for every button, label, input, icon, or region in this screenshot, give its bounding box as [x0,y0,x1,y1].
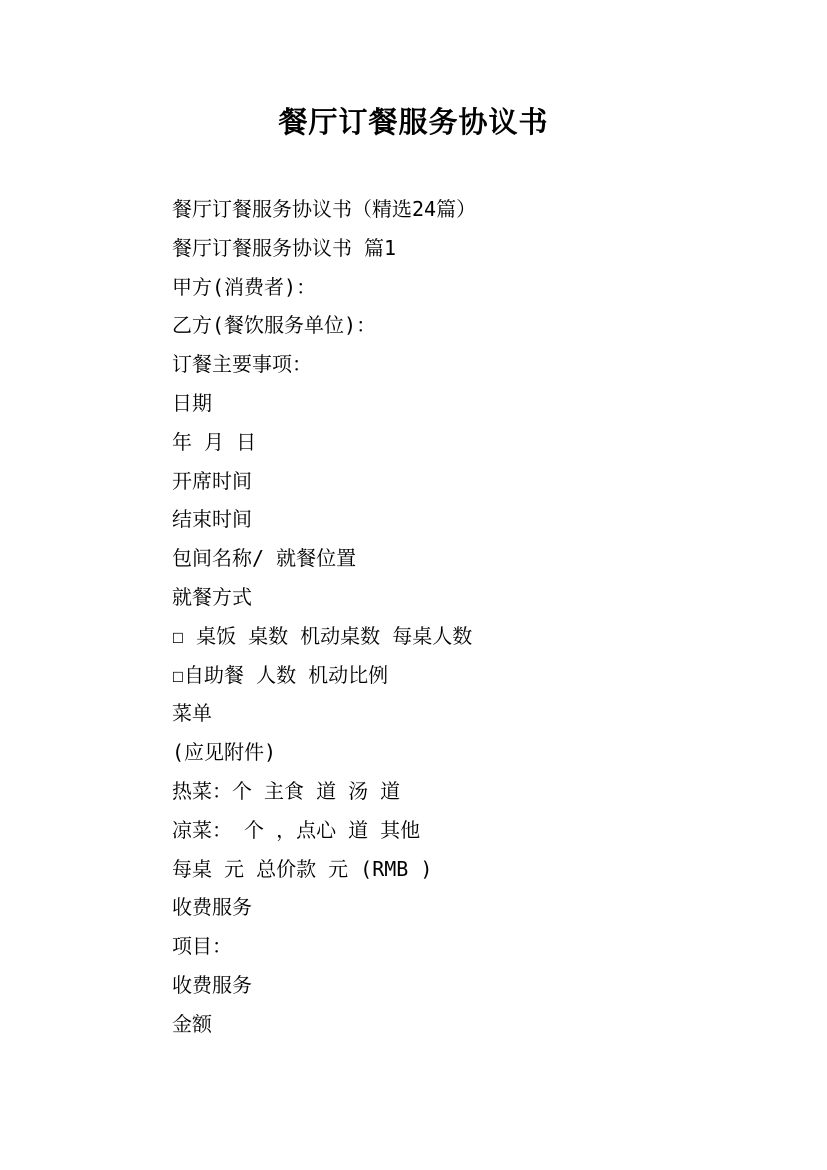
body-line: 甲方(消费者)： [172,274,317,299]
body-line: 年 月 日 [172,429,257,454]
body-line: 日期 [172,390,212,415]
body-line: 乙方(餐饮服务单位)： [172,313,377,338]
body-line: 餐厅订餐服务协议书（精选24篇） [172,197,477,221]
body-line: 凉菜： 个 ，点心 道 其他 [172,817,421,842]
body-line: 订餐主要事项： [172,352,312,377]
body-line: 开席时间 [172,468,252,493]
body-line: 结束时间 [172,507,252,532]
body-line: 餐厅订餐服务协议书 篇1 [172,235,397,260]
body-line: 每桌 元 总价款 元 (RMB ) [172,856,433,881]
document-title: 餐厅订餐服务协议书 [278,105,549,139]
body-line: (应见附件) [172,740,277,765]
body-line: 项目： [172,934,232,959]
document-body [172,190,772,1044]
body-line: 菜单 [172,701,212,726]
checkbox-line-table-meal: ☐ 桌饭 桌数 机动桌数 每桌人数 [172,623,473,648]
body-line: 包间名称/ 就餐位置 [172,546,357,571]
body-line: 收费服务 [172,895,252,920]
body-line: 金额 [172,1011,212,1036]
body-line: 就餐方式 [172,584,252,609]
body-line: 收费服务 [172,972,252,997]
body-line: 热菜：个 主食 道 汤 道 [172,778,401,803]
checkbox-line-buffet: ☐自助餐 人数 机动比例 [172,662,389,687]
